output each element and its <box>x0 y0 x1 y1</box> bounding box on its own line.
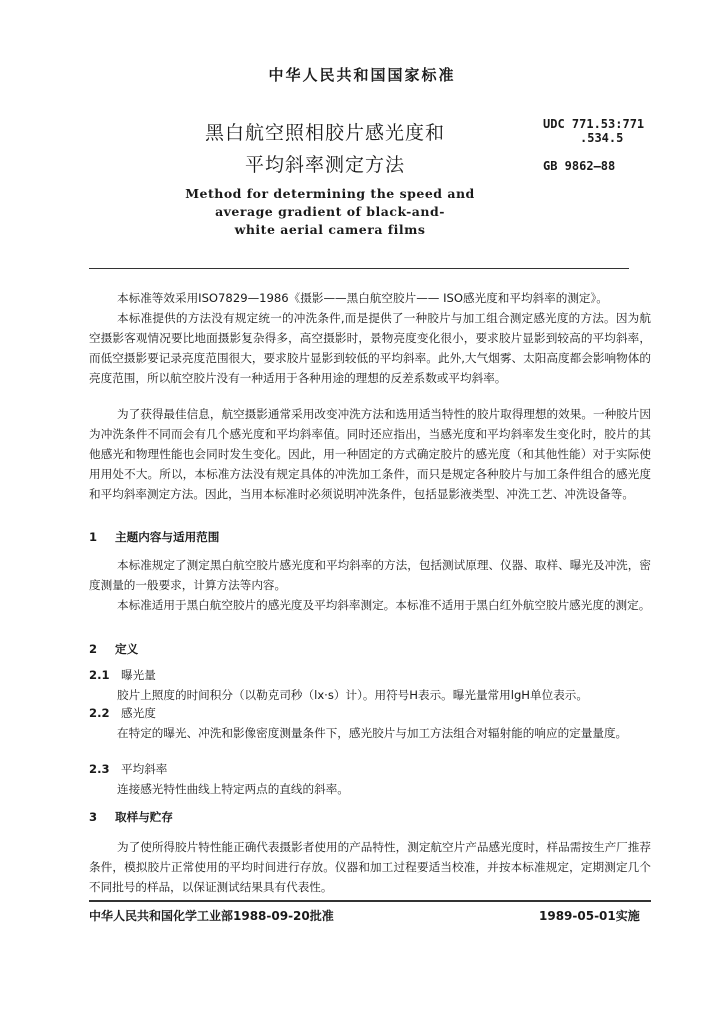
definition-title: 感光度 <box>121 706 156 720</box>
definition-2-1-text: 胶片上照度的时间积分（以勒克司秒（lx·s）计）。用符号H表示。曝光量常用lgH单位表示。 <box>117 688 588 702</box>
definition-2-3-text: 连接感光特性曲线上特定两点的直线的斜率。 <box>117 782 349 796</box>
section-title: 取样与贮存 <box>115 810 173 824</box>
section-2-heading <box>89 641 138 657</box>
intro-paragraph-2: 本标准提供的方法没有规定统一的冲洗条件,而是提供了一种胶片与加工组合测定感光度的方法。因为航空摄影客观情况要比地面摄影复杂得多，高空摄影时，景物亮度变化很小，要求胶片显影到较高的平均斜率，而低空摄影要记录亮度范围很大，要求胶片显影到较低的平均斜率。此外,大气烟雾、太阳高度都会影响物体的亮度范围，所以航空胶片没有一种适用于各种用途的理想的反差系数或平均斜率。 <box>89 311 651 385</box>
header-rule <box>89 268 629 269</box>
definition-number: 2.1 <box>89 668 110 682</box>
udc-code-line2: .534.5 <box>580 131 624 145</box>
footer-effective-date: 1989-05-01实施 <box>539 909 640 923</box>
definition-title: 平均斜率 <box>121 762 168 776</box>
section-number: 3 <box>89 810 98 824</box>
title-en-line1: Method for determining the speed and <box>185 186 475 201</box>
section-title: 定义 <box>115 642 139 656</box>
section-3-paragraph-1: 为了使所得胶片特性能正确代表摄影者使用的产品特性，测定航空片产品感光度时，样品需按生产厂推荐条件，模拟胶片正常使用的平均时间进行存放。仪器和加工过程要适当校准，并按本标准规定，定期测定几个不同批号的样品，以保证测试结果具有代表性。 <box>89 840 651 894</box>
definition-title: 曝光量 <box>121 668 156 682</box>
title-en-line2: average gradient of black-and- <box>215 204 445 219</box>
title-cn-line1: 黑白航空照相胶片感光度和 <box>204 122 445 144</box>
footer-rule <box>89 900 651 902</box>
intro-paragraph-1: 本标准等效采用ISO7829—1986《摄影——黑白航空胶片—— ISO感光度和平均斜率的测定》。 <box>117 291 608 305</box>
definition-2-2-text: 在特定的曝光、冲洗和影像密度测量条件下，感光胶片与加工方法组合对辐射能的响应的定量量度。 <box>117 726 628 740</box>
standard-header: 中华人民共和国国家标准 <box>268 66 456 84</box>
udc-code-line1: UDC 771.53:771 <box>543 117 645 131</box>
intro-paragraph-3: 为了获得最佳信息，航空摄影通常采用改变冲洗方法和选用适当特性的胶片取得理想的效果。一种胶片因为冲洗条件不同而会有几个感光度和平均斜率值。同时还应指出，当感光度和平均斜率发生变化时，胶片的其他感光和物理性能也会同时发生变化。因此，用一种固定的方式确定胶片的感光度（和其他性能）对于实际使用用处不大。所以，本标准方法没有规定具体的冲洗加工条件，而只是规定各种胶片与加工条件组合的感光度和平均斜率测定方法。因此，当用本标准时必须说明冲洗条件，包括显影液类型、冲洗工艺、冲洗设备等。 <box>89 407 651 501</box>
definition-2-2-heading <box>89 705 156 721</box>
section-3-heading <box>89 809 173 825</box>
section-number: 2 <box>89 642 98 656</box>
section-1-paragraph-1: 本标准规定了测定黑白航空胶片感光度和平均斜率的方法，包括测试原理、仪器、取样、曝光及冲洗，密度测量的一般要求，计算方法等内容。 <box>89 558 651 592</box>
section-title: 主题内容与适用范围 <box>115 530 220 544</box>
section-1-paragraph-2: 本标准适用于黑白航空胶片的感光度及平均斜率测定。本标准不适用于黑白红外航空胶片感光度的测定。 <box>117 598 651 612</box>
definition-2-1-heading <box>89 667 156 683</box>
title-cn-line2: 平均斜率测定方法 <box>244 154 405 176</box>
section-number: 1 <box>89 530 98 544</box>
title-en-line3: white aerial camera films <box>234 222 426 237</box>
footer-approval: 中华人民共和国化学工业部1988-09-20批准 <box>89 909 334 923</box>
gb-code: GB 9862—88 <box>543 159 616 173</box>
definition-number: 2.3 <box>89 762 110 776</box>
definition-2-3-heading <box>89 761 167 777</box>
definition-number: 2.2 <box>89 706 110 720</box>
section-1-heading <box>89 529 219 545</box>
